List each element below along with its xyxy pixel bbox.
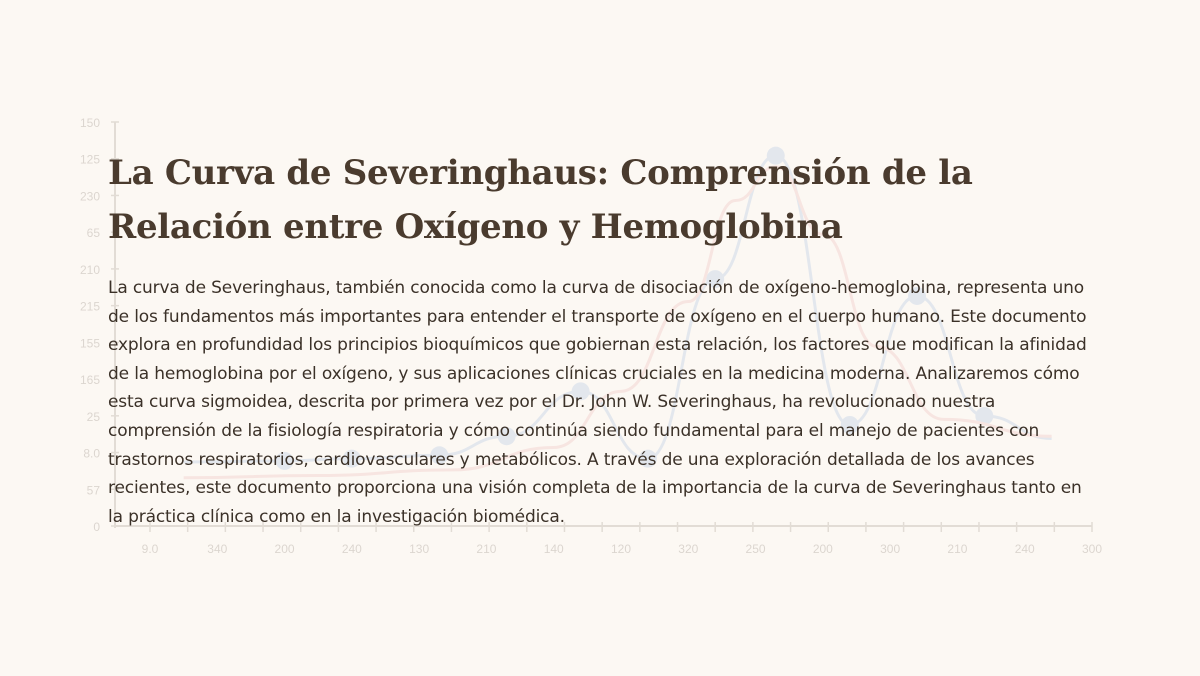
x-tick-label: 200 [812, 542, 833, 556]
y-tick-label: 155 [79, 336, 100, 351]
document-title: La Curva de Severinghaus: Comprensión de la Relación entre Oxígeno y Hemoglobina [108, 153, 973, 247]
x-tick-label: 210 [947, 542, 968, 556]
x-tick-label: 130 [409, 542, 430, 556]
y-tick-label: 150 [79, 116, 100, 130]
x-tick-label: 200 [274, 542, 295, 556]
y-tick-label: 65 [86, 226, 100, 241]
x-tick-label: 300 [880, 542, 901, 556]
y-tick-label: 0 [93, 520, 100, 534]
slide-content [108, 146, 1093, 531]
y-tick-label: 215 [79, 299, 100, 314]
y-tick-label: 230 [79, 189, 100, 204]
x-tick-label: 250 [745, 542, 766, 556]
x-tick-label: 240 [1014, 542, 1035, 556]
x-tick-label: 320 [678, 542, 699, 556]
x-tick-label: 340 [207, 542, 228, 556]
y-tick-label: 57 [86, 483, 100, 498]
document-body: La curva de Severinghaus, también conocida como la curva de disociación de oxígeno-hemoglobina, representa uno de los fundamentos más importantes para entender el transporte de oxígeno en el cuerpo humano. Este documento explora en profundidad los principios bioquímicos que gobiernan esta relación, los factores que modifican la afinidad de la hemoglobina por el oxígeno, y sus aplicaciones clínicas cruciales en la medicina moderna. Analizaremos cómo esta curva sigmoidea, descrita por primera vez por el Dr. John W. Severinghaus, ha revolucionado nuestra comprensión de la fisiología respiratoria y cómo continúa siendo fundamental para el manejo de pacientes con trastornos respiratorios, cardiovasculares y metabólicos. A través de una exploración detallada de los avances recientes, este documento proporciona una visión completa de la importancia de la curva de Severinghaus tanto en la práctica clínica como en la investigación biomédica. [108, 278, 1087, 527]
y-tick-label: 25 [86, 409, 100, 424]
x-tick-label: 9.0 [141, 542, 159, 556]
x-tick-label: 210 [476, 542, 497, 556]
x-tick-label: 120 [610, 542, 632, 556]
x-tick-label: 140 [543, 542, 564, 556]
y-tick-label: 125 [79, 152, 100, 167]
x-tick-label: 300 [1081, 542, 1103, 556]
y-tick-label: 165 [79, 373, 100, 388]
x-tick-label: 240 [341, 542, 362, 556]
y-tick-label: 8.0 [83, 446, 100, 461]
y-tick-label: 210 [79, 262, 100, 277]
